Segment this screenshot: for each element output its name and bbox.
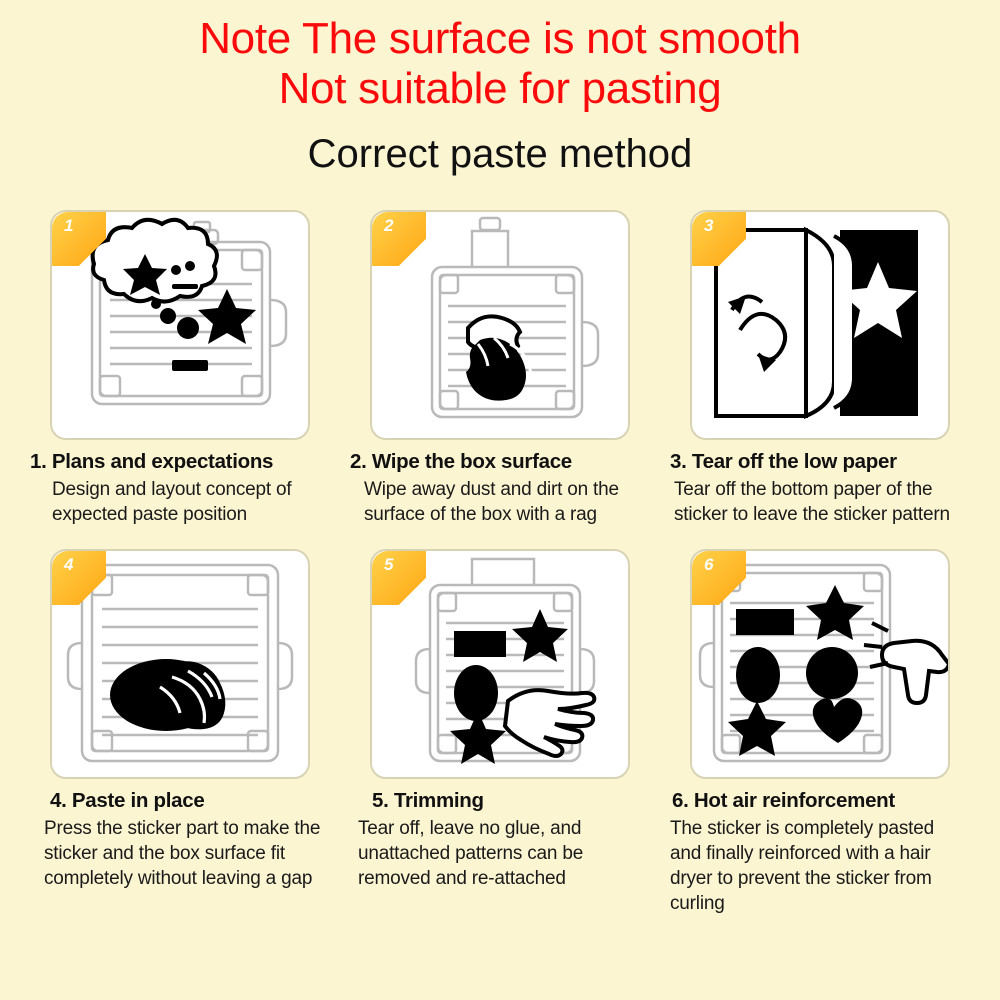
warning-line-1: Note The surface is not smooth: [199, 14, 801, 63]
step-desc-3: Tear off the bottom paper of the sticker to leave the sticker pattern: [674, 479, 950, 525]
step-card-2: [350, 210, 650, 527]
step-image-1: [50, 210, 310, 440]
step-image-5: [370, 549, 630, 779]
steps-grid-row-1: [30, 210, 970, 527]
steps-grid-row-2: [30, 549, 970, 916]
step-badge-5: 5: [372, 551, 426, 605]
step-title-2: 2. Wipe the box surface: [350, 450, 572, 473]
step-badge-3: 3: [692, 212, 746, 266]
step-card-4: [30, 549, 330, 916]
step-card-1: [30, 210, 330, 527]
warning-heading: [30, 14, 970, 114]
step-image-6: [690, 549, 950, 779]
step-desc-2: Wipe away dust and dirt on the surface of the box with a rag: [364, 479, 619, 525]
step-badge-6: 6: [692, 551, 746, 605]
step-image-2: [370, 210, 630, 440]
step-desc-5: Tear off, leave no glue, and unattached patterns can be removed and re-attached: [358, 818, 584, 889]
step-title-3: 3. Tear off the low paper: [670, 450, 897, 473]
step-image-3: [690, 210, 950, 440]
step-desc-6: The sticker is completely pasted and finally reinforced with a hair dryer to prevent the sticker from curling: [670, 818, 934, 914]
step-badge-2: 2: [372, 212, 426, 266]
step-title-5: 5. Trimming: [372, 789, 484, 812]
step-image-4: [50, 549, 310, 779]
step-title-1: 1. Plans and expectations: [30, 450, 274, 473]
step-desc-1: Design and layout concept of expected paste position: [52, 479, 292, 525]
step-desc-4: Press the sticker part to make the sticker and the box surface fit completely without leaving a gap: [44, 818, 321, 889]
step-badge-1: 1: [52, 212, 106, 266]
step-title-4: 4. Paste in place: [50, 789, 205, 812]
page-title: Correct paste method: [307, 132, 693, 176]
step-title-6: 6. Hot air reinforcement: [672, 789, 895, 812]
step-badge-4: 4: [52, 551, 106, 605]
step-card-5: [350, 549, 650, 916]
step-card-6: [670, 549, 970, 916]
step-card-3: [670, 210, 970, 527]
warning-line-2: Not suitable for pasting: [278, 64, 722, 113]
